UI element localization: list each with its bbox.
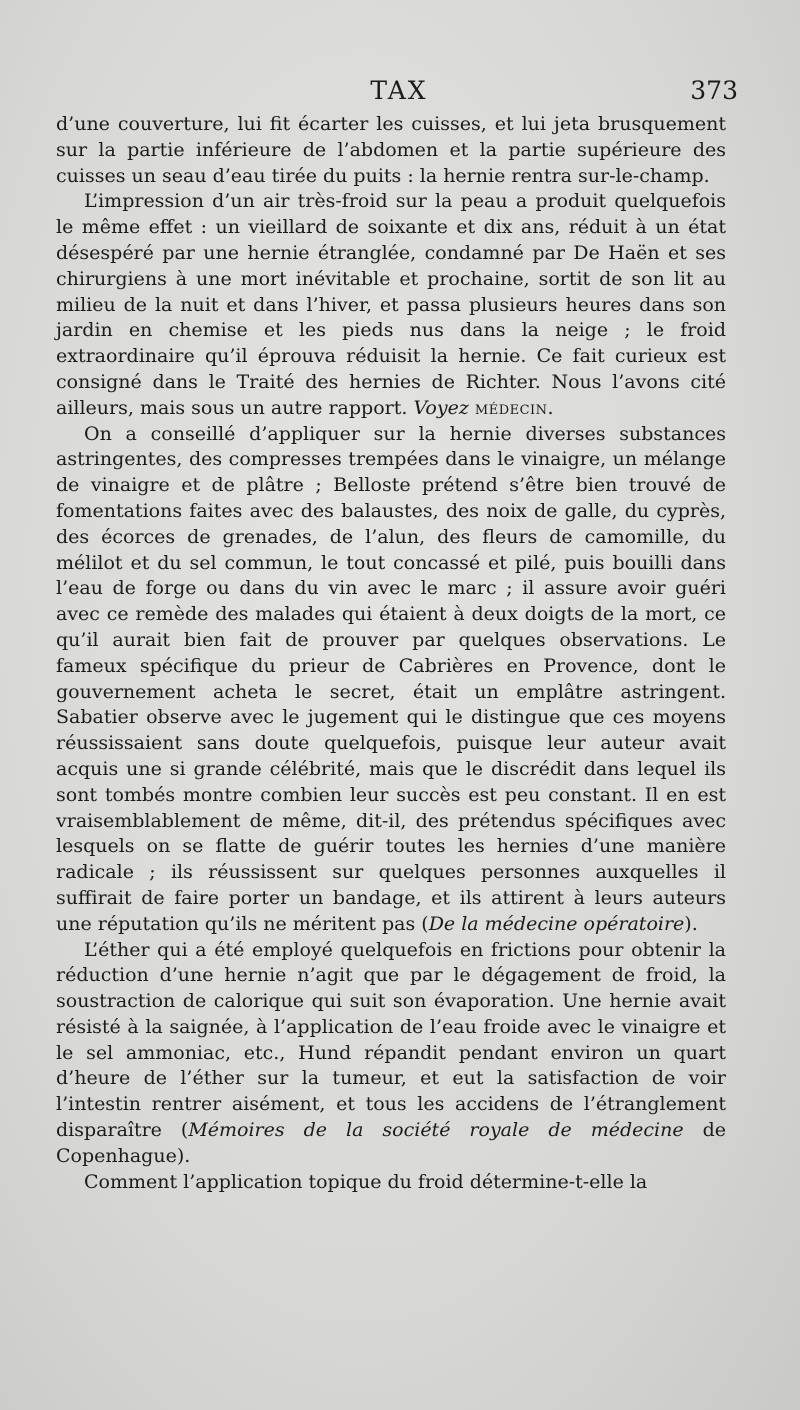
paragraph-4 xyxy=(56,938,726,1170)
paragraph-5 xyxy=(56,1170,726,1196)
page-number: 373 xyxy=(690,76,738,105)
paragraph-3-text: On a conseillé d’appliquer sur la hernie diverses substances astringentes, des compresses trempées dans le vinaigre, un mélange de vinaigre et de plâtre ; Belloste prétend s’être bien trouvé de fomentations faites avec des balaustes, des noix de galle, du cyprès, des écorces de grenades, de l’alun, des fleurs de camomille, du mélilot et du sel commun, le tout concassé et pilé, puis bouilli dans l’eau de forge ou dans du vin avec le marc ; il assure avoir guéri avec ce remède des malades qui étaient à deux doigts de la mort, ce qu’il aurait bien fait de prouver par quelques observations. Le fameux spécifique du prieur de Cabrières en Provence, dont le gouvernement acheta le secret, était un emplâtre astringent. Sabatier observe avec le jugement qui le distingue que ces moyens réussissaient sans doute quelquefois, puisque leur auteur avait acquis une si grande célébrité, mais que le discrédit dans lequel ils sont tombés montre combien leur succès est peu constant. Il en est vraisemblablement de même, dit-il, des prétendus spécifiques avec lesquels on se flatte de guérir toutes les hernies d’une manière radicale ; ils réussissent sur quelques personnes auxquelles il suffirait de faire porter un bandage, et ils attirent à leurs auteurs une réputation qu’ils ne méritent pas ( xyxy=(56,422,726,935)
body-text xyxy=(56,112,726,1195)
cross-reference-target: médecin. xyxy=(474,396,555,419)
paragraph-1-text: d’une couverture, lui fit écarter les cuisses, et lui jeta brusquement sur la partie inférieure de l’abdomen et la partie supérieure des cuisses un seau d’eau tirée du puits : la hernie rentra sur-le-champ. xyxy=(56,113,726,187)
paragraph-1 xyxy=(56,112,726,189)
citation-title: Mémoires de la société royale de médecine xyxy=(188,1119,684,1142)
paragraph-4-text: L’éther qui a été employé quelquefois en frictions pour obtenir la réduction d’une hernie n’agit que par le dégagement de froid, la soustraction de calorique qui suit son évaporation. Une hernie avait résisté à la saignée, à l’application de l’eau froide avec le vinaigre et le sel ammoniac, etc., Hund répandit pendant environ un quart d’heure de l’éther sur la tumeur, et eut la satisfaction de voir l’intestin rentrer aisément, et tous les accidens de l’étranglement disparaître ( xyxy=(56,938,726,1142)
page-header xyxy=(60,76,738,110)
citation-title: De la médecine opératoire xyxy=(428,912,685,935)
paragraph-2 xyxy=(56,189,726,421)
paragraph-3 xyxy=(56,422,726,938)
cross-reference-voyez: Voyez xyxy=(413,396,469,419)
paragraph-5-text: Comment l’application topique du froid détermine-t-elle la xyxy=(84,1170,648,1193)
paragraph-4-tail: de Copenhague). xyxy=(56,1119,726,1167)
paragraph-3-tail: ). xyxy=(684,912,698,935)
paragraph-2-text: L’impression d’un air très-froid sur la peau a produit quelquefois le même effet : un vieillard de soixante et dix ans, réduit à un état désespéré par une hernie étranglée, condamné par De Haën et ses chirurgiens à une mort inévitable et prochaine, sortit de son lit au milieu de la nuit et dans l’hiver, et passa plusieurs heures dans son jardin en chemise et les pieds nus dans la neige ; le froid extraordinaire qu’il éprouva réduisit la hernie. Ce fait curieux est consigné dans le Traité des hernies de Richter. Nous l’avons cité ailleurs, mais sous un autre rapport. xyxy=(56,190,726,419)
running-head: TAX xyxy=(370,76,428,105)
